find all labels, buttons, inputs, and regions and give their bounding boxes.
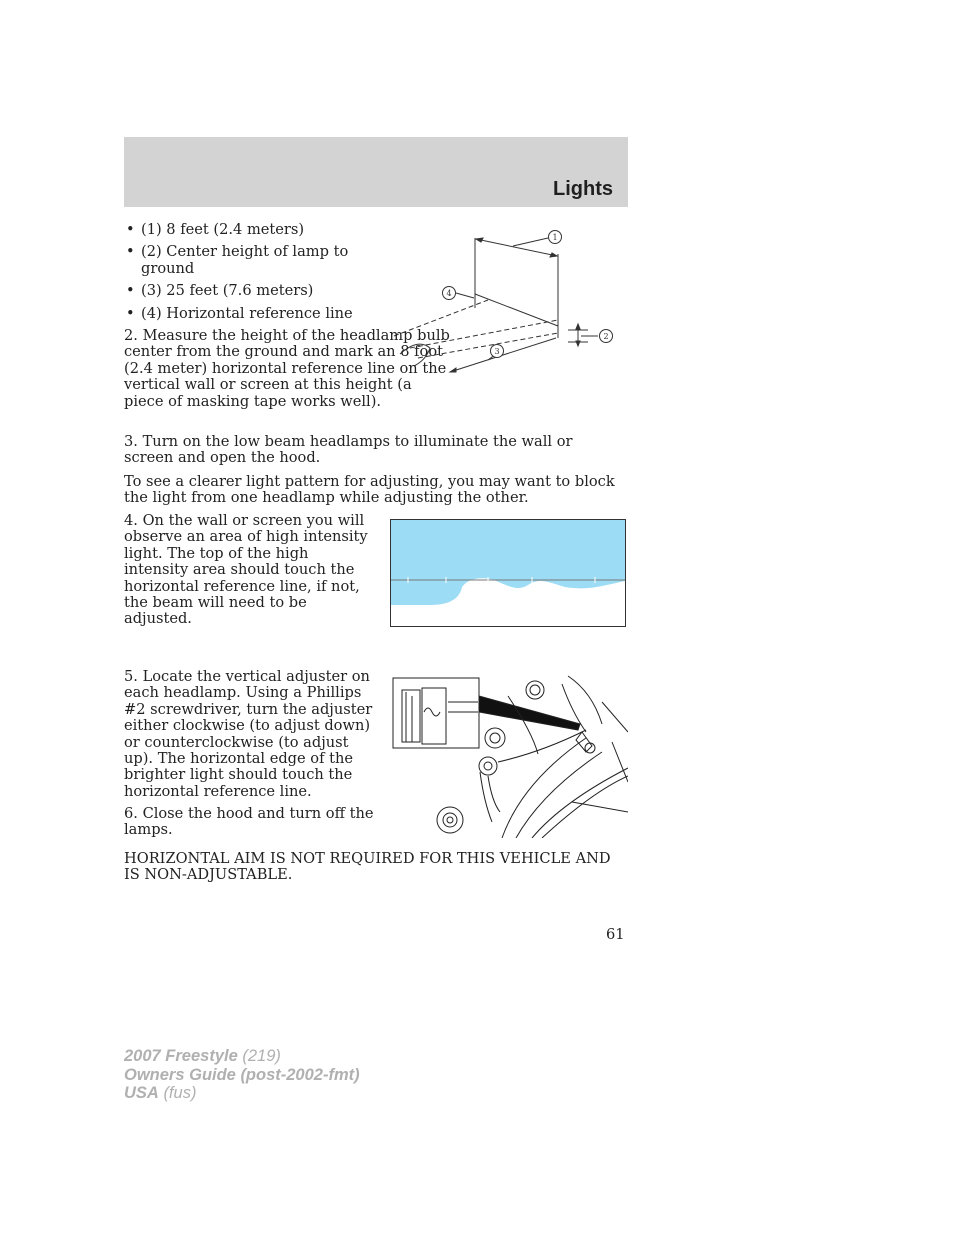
step-5-text: 5. Locate the vertical adjuster on each headlamp. Using a Phillips #2 screwdriver, turn the adjuster either clockwise (to adjust down) or counterclockwise (to adjust up). The horizontal edge of the brighter light should touch the horizontal reference line. [124,668,373,800]
beam-pattern-diagram [390,519,626,627]
step-6-text: 6. Close the hood and turn off the lamps. [124,805,374,839]
step-4-text: 4. On the wall or screen you will observe an area of high intensity light. The top of the high intensity area should touch the horizontal reference line, if not, the beam will need to be adjusted. [124,512,368,628]
section-header-band [124,137,628,207]
step-2-text: 2. Measure the height of the headlamp bulb center from the ground and mark an 8 foot (2.4 meter) horizontal reference line on the vertical wall or screen at this height (a piece of masking tape works well). [124,327,450,410]
bullet-icon: • [126,243,135,261]
callout-label-4: 4 [446,289,452,298]
footer-model: 2007 Freestyle [124,1047,238,1065]
page-number: 61 [606,926,625,943]
footer-market: USA [124,1084,159,1102]
list-item: • (2) Center height of lamp to ground [126,243,349,277]
document-footer [124,1047,360,1103]
footer-guide: Owners Guide (post-2002-fmt) [124,1065,360,1084]
callout-label-3: 3 [494,347,500,356]
list-item: • (4) Horizontal reference line [126,304,353,322]
horizontal-aim-note: HORIZONTAL AIM IS NOT REQUIRED FOR THIS VEHICLE AND IS NON-ADJUSTABLE. [124,850,611,884]
list-item: • (1) 8 feet (2.4 meters) [126,221,305,238]
tip-text: To see a clearer light pattern for adjusting, you may want to block the light from one headlamp while adjusting the other. [124,473,615,507]
footer-market-code: (fus) [163,1084,197,1102]
step-3-text: 3. Turn on the low beam headlamps to illuminate the wall or screen and open the hood. [124,433,573,467]
bullet-icon: • [126,304,135,322]
callout-label-1: 1 [552,233,558,242]
callout-label-2: 2 [603,332,609,341]
bullet-icon: • [126,282,135,300]
bullet-icon: • [126,221,135,238]
measurement-legend-list [124,222,354,328]
vertical-adjuster-diagram [392,672,628,838]
section-title: Lights [553,178,613,200]
list-item: • (3) 25 feet (7.6 meters) [126,282,314,300]
footer-model-code: (219) [242,1047,281,1065]
